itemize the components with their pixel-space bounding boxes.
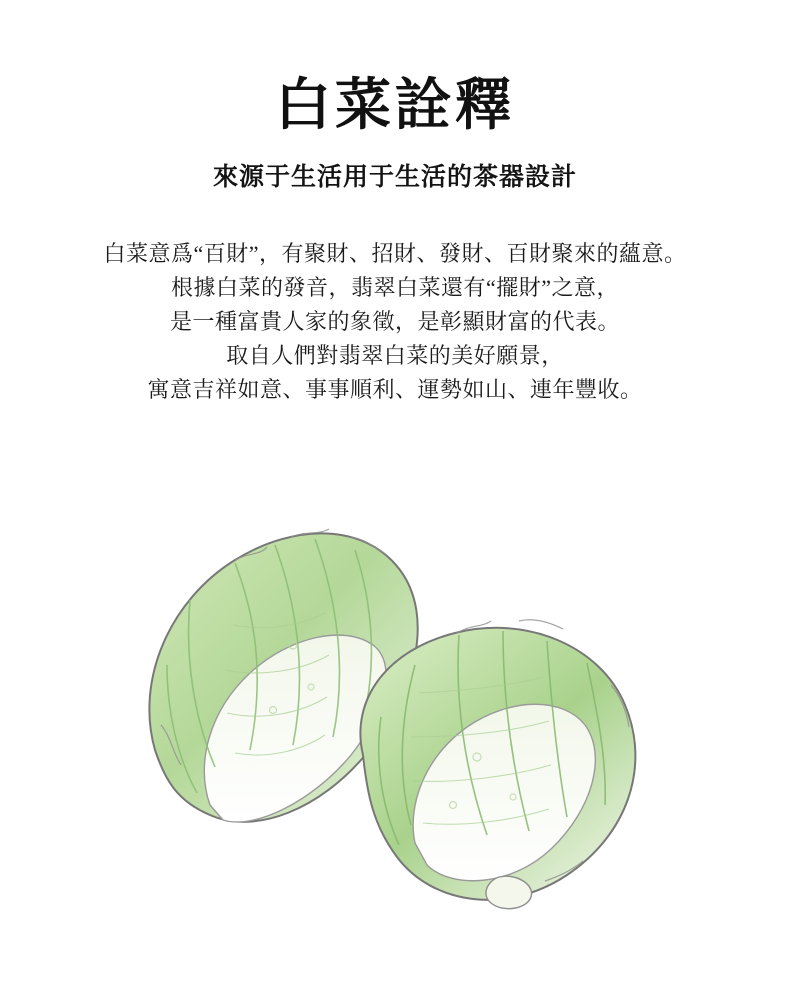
body-paragraph [15, 237, 775, 407]
paragraph-line: 白菜意爲“百財”，有聚財、招財、發財、百財聚來的蘊意。 [103, 240, 687, 266]
paragraph-line: 取自人們對翡翠白菜的美好願景， [226, 342, 564, 368]
paragraph-line: 寓意吉祥如意、事事順利、運勢如山、連年豐收。 [147, 376, 643, 402]
paragraph-line: 是一種富貴人家的象徵，是彰顯財富的代表。 [169, 308, 620, 334]
paragraph-line: 根據白菜的發音，翡翠白菜還有“擺財”之意， [170, 274, 620, 300]
page-title: 白菜詮釋 [275, 72, 515, 138]
cabbage-right [360, 620, 635, 909]
two-napa-cabbages-illustration [115, 505, 675, 935]
page-subtitle: 來源于生活用于生活的茶器設計 [212, 161, 577, 191]
